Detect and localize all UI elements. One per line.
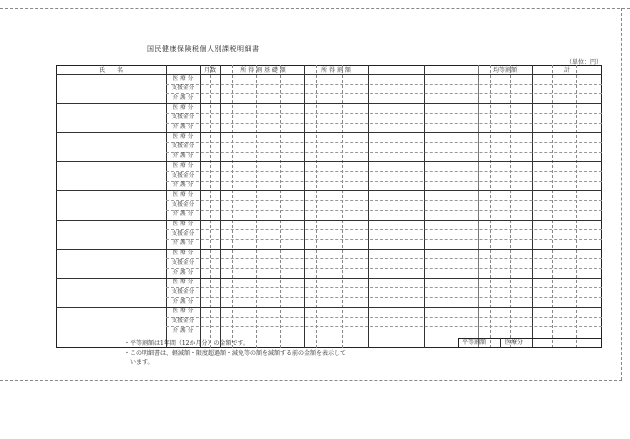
column-divider bbox=[424, 65, 425, 348]
row-label: 介 護 分 bbox=[172, 94, 194, 101]
row-divider bbox=[166, 181, 602, 182]
header-income-levy: 所 得 割 額 bbox=[321, 67, 351, 74]
header-months: 月数 bbox=[203, 67, 216, 74]
column-divider bbox=[232, 65, 233, 348]
column-divider bbox=[210, 65, 211, 348]
column-divider bbox=[532, 65, 533, 348]
header-total: 計 bbox=[563, 67, 570, 74]
tax-detail-table bbox=[56, 65, 602, 348]
row-divider bbox=[166, 142, 602, 143]
flat-rate-separator bbox=[500, 338, 501, 348]
note-line-2: ・この明細書は、軽減額・限度超過額・減免等の額を減額する前の金額を表示して bbox=[124, 350, 347, 357]
column-divider bbox=[342, 65, 343, 348]
row-label: 介 護 分 bbox=[172, 153, 194, 160]
row-divider bbox=[166, 210, 602, 211]
row-label: 支援金分 bbox=[171, 201, 195, 208]
header-per-capita: 均等割額 bbox=[492, 67, 517, 74]
row-divider bbox=[166, 326, 602, 327]
row-divider bbox=[166, 297, 602, 298]
group-divider bbox=[56, 249, 602, 250]
header-divider bbox=[56, 74, 602, 75]
row-label: 支援金分 bbox=[171, 172, 195, 179]
row-label: 介 護 分 bbox=[172, 327, 194, 334]
group-divider bbox=[56, 278, 602, 279]
column-divider bbox=[368, 65, 369, 348]
row-divider bbox=[166, 113, 602, 114]
column-divider bbox=[490, 65, 491, 348]
row-label: 介 護 分 bbox=[172, 182, 194, 189]
column-divider bbox=[478, 65, 479, 348]
row-label: 支援金分 bbox=[171, 143, 195, 150]
column-divider bbox=[316, 65, 317, 348]
row-divider bbox=[166, 258, 602, 259]
row-label: 介 護 分 bbox=[172, 124, 194, 130]
row-label: 医 療 分 bbox=[172, 133, 194, 140]
row-label: 医 療 分 bbox=[172, 104, 194, 111]
row-label: 医 療 分 bbox=[172, 308, 194, 315]
row-label: 支援金分 bbox=[171, 114, 195, 121]
group-divider bbox=[56, 161, 602, 162]
row-label: 支援金分 bbox=[171, 288, 195, 295]
row-divider bbox=[166, 239, 602, 240]
row-divider bbox=[166, 229, 602, 230]
page-border-bottom bbox=[0, 380, 622, 381]
flat-rate-sublabel: 医療分 bbox=[505, 339, 524, 346]
row-label: 医 療 分 bbox=[172, 162, 194, 169]
table-outer-border bbox=[56, 65, 602, 348]
row-divider bbox=[166, 317, 602, 318]
column-divider bbox=[220, 65, 221, 348]
row-divider bbox=[166, 152, 602, 153]
column-divider bbox=[256, 65, 257, 348]
row-label: 介 護 分 bbox=[172, 240, 194, 247]
row-label: 支援金分 bbox=[171, 259, 195, 266]
header-income-base: 所 得 割 基 礎 額 bbox=[240, 67, 286, 74]
row-divider bbox=[166, 93, 602, 94]
group-divider bbox=[56, 190, 602, 191]
header-name: 氏 名 bbox=[98, 67, 123, 74]
column-divider bbox=[552, 65, 553, 348]
flat-rate-label: 平等割額 bbox=[462, 339, 487, 346]
row-divider bbox=[166, 268, 602, 269]
row-label: 介 護 分 bbox=[172, 298, 194, 305]
row-divider bbox=[166, 287, 602, 288]
row-divider bbox=[166, 123, 602, 124]
unit-note: （単位：円） bbox=[566, 59, 603, 66]
group-divider bbox=[56, 103, 602, 104]
row-label: 介 護 分 bbox=[172, 269, 194, 276]
row-label: 医 療 分 bbox=[172, 191, 194, 198]
column-divider bbox=[576, 65, 577, 348]
row-label: 医 療 分 bbox=[172, 75, 194, 82]
group-divider bbox=[56, 220, 602, 221]
column-divider bbox=[304, 65, 305, 348]
row-label: 介 護 分 bbox=[172, 211, 194, 218]
row-label: 医 療 分 bbox=[172, 221, 194, 227]
row-label: 医 療 分 bbox=[172, 279, 194, 286]
group-divider bbox=[56, 307, 602, 308]
row-divider bbox=[166, 171, 602, 172]
group-divider bbox=[56, 132, 602, 133]
column-divider bbox=[280, 65, 281, 348]
page-border-top bbox=[0, 8, 630, 9]
page-border-right bbox=[621, 8, 622, 380]
note-line-3: います。 bbox=[124, 359, 154, 366]
row-label: 支援金分 bbox=[171, 85, 195, 92]
row-divider bbox=[166, 200, 602, 201]
row-divider bbox=[166, 84, 602, 85]
row-label: 支援金分 bbox=[171, 230, 195, 237]
document-title: 国民健康保険税個人別課税明細書 bbox=[147, 45, 260, 53]
column-divider bbox=[510, 65, 511, 348]
row-label: 医 療 分 bbox=[172, 250, 194, 257]
note-line-1: ・平等割額は1年間（12か月分）の金額です。 bbox=[124, 340, 249, 347]
flat-rate-box bbox=[458, 338, 602, 348]
column-divider bbox=[200, 65, 201, 348]
row-label: 支援金分 bbox=[171, 318, 195, 324]
